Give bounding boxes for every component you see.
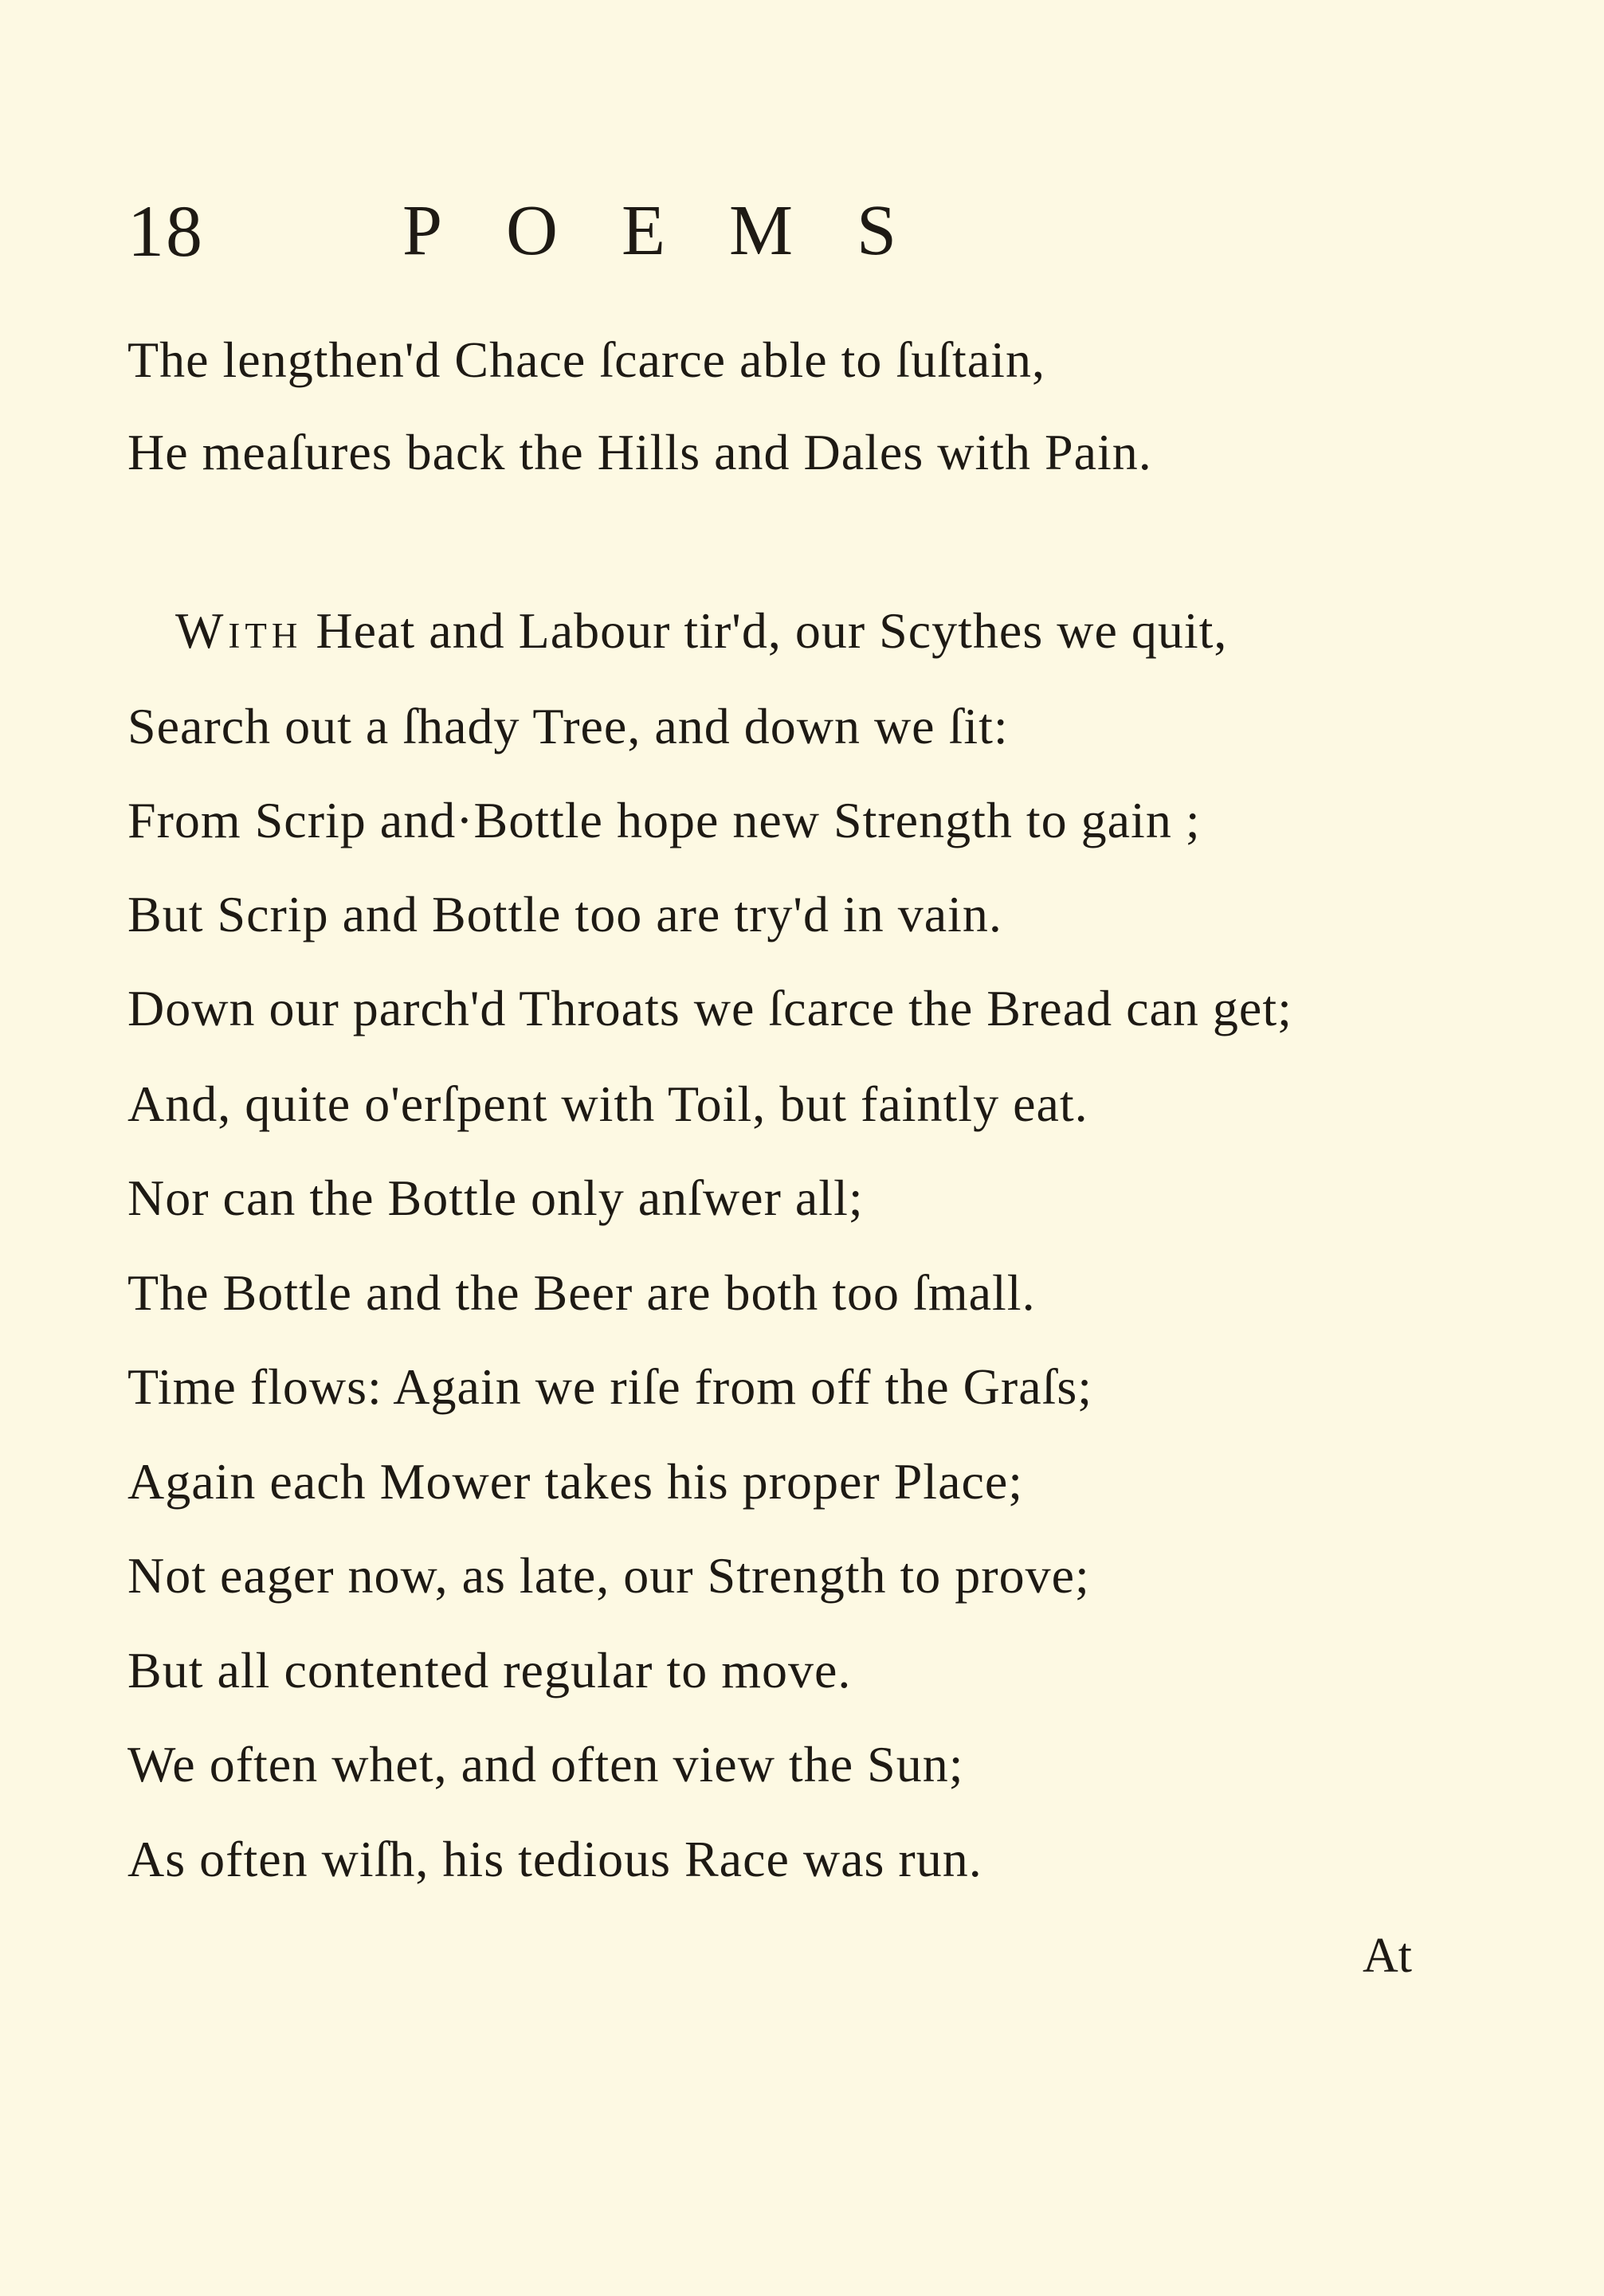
page-number: 18 bbox=[127, 190, 204, 272]
poem-line: The lengthen'd Chace ſcarce able to ſuſtain, bbox=[127, 331, 1045, 388]
poem-line: Not eager now, as late, our Strength to prove; bbox=[127, 1547, 1090, 1604]
poem-line: But Scrip and Bottle too are try'd in vain. bbox=[127, 886, 1002, 942]
poem-line: Again each Mower takes his proper Place; bbox=[127, 1453, 1024, 1510]
poem-line: And, quite o'erſpent with Toil, but faintly eat. bbox=[127, 1076, 1088, 1132]
poem-line: He meaſures back the Hills and Dales with Pain. bbox=[127, 424, 1152, 480]
poem-line: From Scrip and·Bottle hope new Strength to gain ; bbox=[127, 792, 1201, 848]
poem-line: Nor can the Bottle only anſwer all; bbox=[127, 1170, 864, 1226]
running-title: POEMS bbox=[402, 191, 961, 270]
poem-line: As often wiſh, his tedious Race was run. bbox=[127, 1831, 982, 1887]
stanza-opening-rest: Heat and Labour tir'd, our Scythes we quit, bbox=[302, 602, 1228, 659]
stanza-opening-word: With bbox=[175, 602, 303, 659]
poem-line: Down our parch'd Throats we ſcarce the Bread can get; bbox=[127, 980, 1292, 1036]
poem-line: Time flows: Again we riſe from off the Graſs; bbox=[127, 1358, 1093, 1415]
poem-line: Search out a ſhady Tree, and down we ſit: bbox=[127, 698, 1009, 754]
poem-line: We often whet, and often view the Sun; bbox=[127, 1736, 964, 1793]
catchword: At bbox=[1363, 1929, 1412, 1983]
poem-line: But all contented regular to move. bbox=[127, 1642, 852, 1698]
poem-line-stanza-opening bbox=[175, 599, 1227, 663]
page-header bbox=[120, 187, 1155, 275]
poem-line: The Bottle and the Beer are both too ſmall. bbox=[127, 1264, 1036, 1321]
